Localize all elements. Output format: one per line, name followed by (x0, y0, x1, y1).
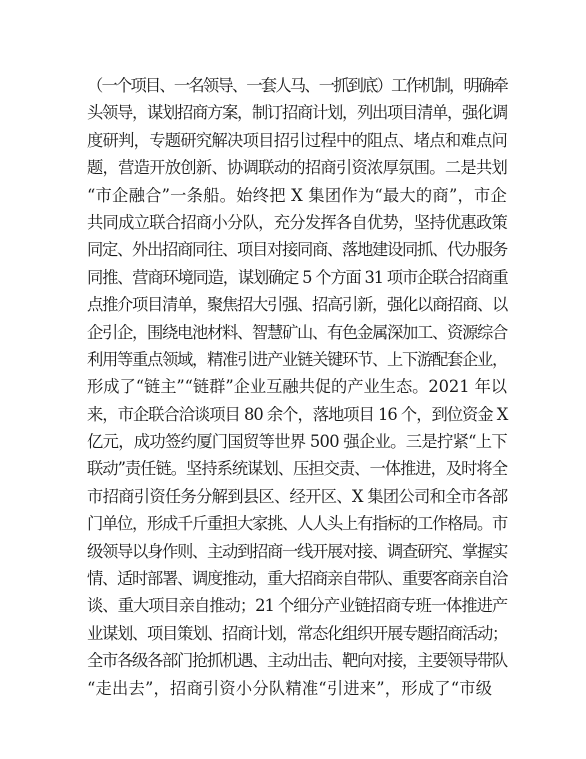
text-line: 点推介项目清单，聚焦招大引强、招高引新，强化以商招商、以 (87, 295, 507, 315)
text-line: “市企融合”一条船。始终把 X 集团作为“最大的商”，市企 (87, 185, 507, 205)
text-line: 来，市企联合洽谈项目 80 余个，落地项目 16 个，到位资金 X (87, 404, 508, 424)
text-line: 利用等重点领域，精准引进产业链关键环节、上下游配套企业， (87, 349, 507, 369)
text-line: 同定、外出招商同往、项目对接同商、落地建设同抓、代办服务 (87, 240, 507, 260)
text-line: 共同成立联合招商小分队，充分发挥各自优势，坚持优惠政策 (87, 212, 507, 232)
text-line: “走出去”，招商引资小分队精准“引进来”，形成了“市级 (87, 678, 493, 698)
text-line: 度研判，专题研究解决项目招引过程中的阻点、堵点和难点问 (87, 130, 507, 150)
text-line: 形成了“链主”“链群”企业互融共促的产业生态。2021 年以 (87, 377, 507, 397)
text-line: 企引企，围绕电池材料、智慧矿山、有色金属深加工、资源综合 (87, 322, 507, 342)
text-line: 题，营造开放创新、协调联动的招商引资浓厚氛围。二是共划 (87, 158, 507, 178)
body-paragraph (87, 72, 507, 702)
text-line: 全市各级各部门抢抓机遇、主动出击、靶向对接，主要领导带队 (87, 651, 507, 671)
text-line: 亿元，成功签约厦门国贸等世界 500 强企业。三是拧紧“上下 (87, 432, 507, 452)
text-line: 业谋划、项目策划、招商计划，常态化组织开展专题招商活动； (87, 623, 507, 643)
text-line: 情、适时部署、调度推动，重大招商亲自带队、重要客商亲自洽 (87, 569, 507, 589)
text-line: 谈、重大项目亲自推动；21 个细分产业链招商专班一体推进产 (87, 596, 508, 616)
text-line: 联动”责任链。坚持系统谋划、压担交责、一体推进，及时将全 (87, 459, 507, 479)
text-line: 级领导以身作则、主动到招商一线开展对接、调查研究、掌握实 (87, 541, 507, 561)
text-line: 同推、营商环境同造，谋划确定 5 个方面 31 项市企联合招商重 (87, 267, 508, 287)
text-line: 门单位，形成千斤重担大家挑、人人头上有指标的工作格局。市 (87, 514, 507, 534)
text-line: 头领导，谋划招商方案，制订招商计划，列出项目清单，强化调 (87, 103, 507, 123)
text-line: 市招商引资任务分解到县区、经开区、X 集团公司和全市各部 (87, 486, 508, 506)
text-line: （一个项目、一名领导、一套人马、一抓到底）工作机制，明确牵 (87, 76, 507, 95)
